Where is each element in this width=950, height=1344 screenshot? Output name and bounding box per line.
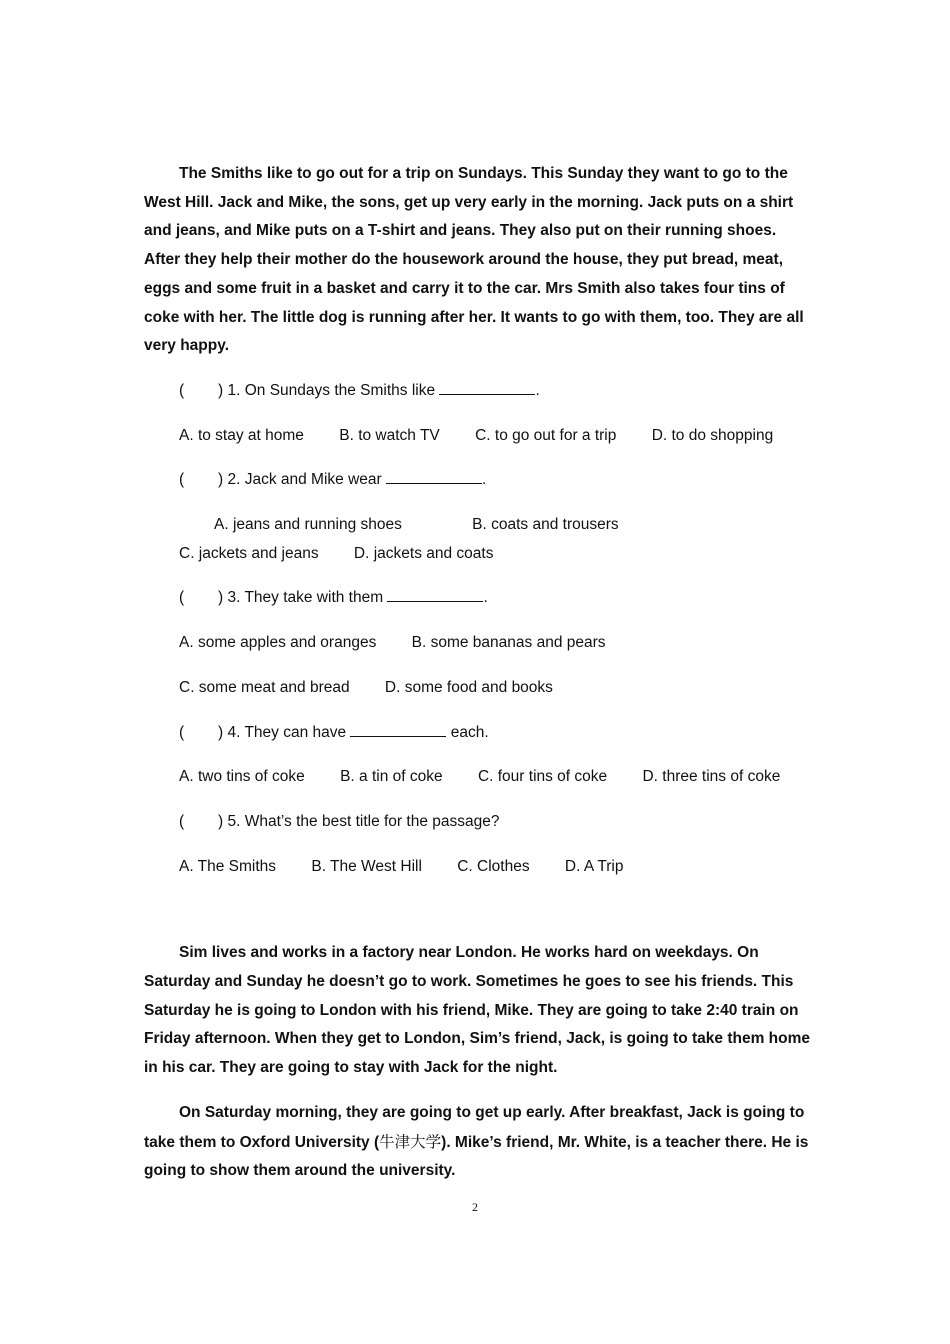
answer-paren-close: ): [218, 723, 224, 741]
question-stem: 4. They can have: [227, 723, 347, 741]
question-end: .: [482, 471, 487, 489]
option-c: C. to go out for a trip: [475, 426, 617, 444]
question-end: .: [535, 381, 540, 399]
options-4: [144, 763, 810, 792]
option-c: C. jackets and jeans: [179, 544, 319, 562]
option-a: A. The Smiths: [179, 857, 277, 875]
answer-paren-close: ): [218, 381, 224, 399]
answer-blank[interactable]: [350, 722, 446, 737]
option-d: D. to do shopping: [651, 426, 774, 444]
question-4: [144, 719, 810, 748]
option-b: B. The West Hill: [311, 857, 422, 875]
page-number: 2: [472, 1200, 478, 1214]
question-stem: 5. What’s the best title for the passage?: [227, 812, 500, 830]
passage-one: The Smiths like to go out for a trip on Sundays. This Sunday they want to go to the West Hill. Jack and Mike, the sons, get up very early in the morning. Jack puts on a shirt and jeans, and Mike puts on a T-shirt and jeans. They also put on their running shoes. After they help their mother do the housework around the house, they put bread, meat, eggs and some fruit in a basket and carry it to the car. Mrs Smith also takes four tins of coke with her. The little dog is running after her. It wants to go with them, too. They are all very happy.: [144, 165, 804, 355]
question-end: .: [483, 589, 488, 607]
options-3-row-1: [144, 629, 810, 658]
answer-blank[interactable]: [439, 380, 535, 395]
option-a: A. two tins of coke: [179, 768, 305, 786]
answer-paren-open: (: [179, 381, 185, 399]
question-stem: 2. Jack and Mike wear: [227, 471, 382, 489]
question-2: [144, 466, 810, 495]
question-stem: 1. On Sundays the Smiths like: [227, 381, 436, 399]
question-stem: 3. They take with them: [227, 589, 384, 607]
answer-paren-open: (: [179, 471, 185, 489]
paragraph-text-end: ). Mike’s friend, Mr. White, is a teacher there. He is going to show them around the university.: [144, 1133, 809, 1180]
paragraph-text-start: On Saturday morning, they are going to get up early. After breakfast, Jack is going to take them to Oxford University (: [144, 1103, 805, 1151]
answer-paren-close: ): [218, 589, 224, 607]
answer-blank[interactable]: [386, 469, 482, 484]
passage-two-paragraph-1: Sim lives and works in a factory near London. He works hard on weekdays. On Saturday and Sunday he doesn’t go to work. Sometimes he goes to see his friends. This Saturday he is going to London with his friend, Mike. They are going to take 2:40 train on Friday afternoon. When they get to London, Sim’s friend, Jack, is going to take them home in his car. They are going to stay with Jack for the night.: [144, 944, 810, 1077]
answer-paren-close: ): [218, 812, 224, 830]
question-3: [144, 584, 810, 613]
passage-two-paragraph-2: [144, 1099, 810, 1186]
options-2: [144, 511, 810, 568]
option-c: C. four tins of coke: [477, 768, 608, 786]
answer-paren-open: (: [179, 589, 185, 607]
option-b: B. coats and trousers: [472, 516, 619, 534]
answer-paren-open: (: [179, 723, 185, 741]
option-b: B. to watch TV: [339, 426, 440, 444]
option-d: D. three tins of coke: [642, 768, 781, 786]
option-d: D. A Trip: [564, 857, 624, 875]
question-end: each.: [450, 723, 489, 741]
options-5: [144, 853, 810, 882]
option-c: C. some meat and bread: [179, 678, 350, 696]
option-b: B. some bananas and pears: [411, 634, 606, 652]
answer-blank[interactable]: [387, 587, 483, 602]
chinese-translation: 牛津大学: [379, 1132, 442, 1151]
question-1: [144, 377, 810, 406]
option-c: C. Clothes: [457, 857, 530, 875]
option-d: D. jackets and coats: [353, 544, 494, 562]
answer-paren-open: (: [179, 812, 185, 830]
option-a: A. to stay at home: [179, 426, 304, 444]
options-3-row-2: [144, 674, 810, 703]
options-1: [144, 422, 810, 451]
option-a: A. some apples and oranges: [179, 634, 377, 652]
question-5: [144, 808, 810, 837]
option-d: D. some food and books: [384, 678, 553, 696]
option-b: B. a tin of coke: [340, 768, 443, 786]
option-a: A. jeans and running shoes: [214, 516, 402, 534]
answer-paren-close: ): [218, 471, 224, 489]
worksheet-page: [144, 160, 810, 1186]
